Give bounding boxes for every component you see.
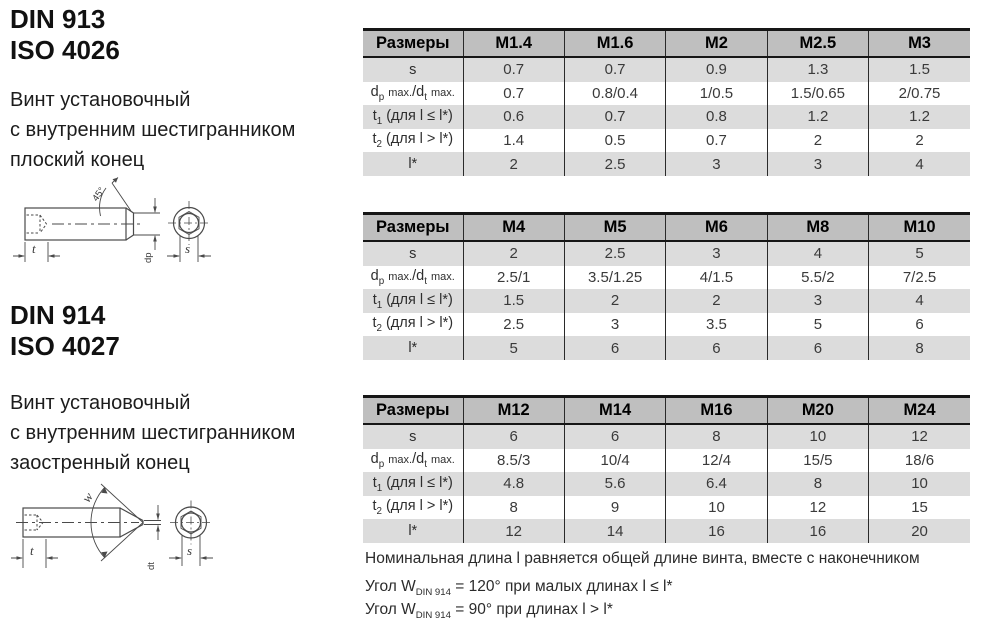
- value-cell: 12: [767, 496, 868, 520]
- dimension-arrowheads: [17, 487, 207, 560]
- value-cell: 15/5: [767, 449, 868, 473]
- value-cell: 8: [463, 496, 564, 520]
- value-cell: 6.4: [666, 472, 767, 496]
- value-cell: 3: [666, 152, 767, 176]
- value-cell: 20: [869, 519, 970, 543]
- din913-standard-heading: [10, 4, 120, 66]
- point-diameter-label: dt: [146, 562, 157, 570]
- description-line: заостренный конец: [10, 452, 190, 474]
- value-cell: 5.6: [564, 472, 665, 496]
- screw-end-view: [170, 501, 212, 545]
- iso-number: ISO 4026: [10, 35, 120, 65]
- table-row: [363, 82, 970, 106]
- standard-number: DIN 913: [10, 4, 106, 34]
- value-cell: 6: [564, 424, 665, 449]
- value-cell: 4: [767, 241, 868, 266]
- value-cell: 8: [666, 424, 767, 449]
- value-cell: 5.5/2: [767, 266, 868, 290]
- socket-depth-dimension: [13, 242, 60, 262]
- value-cell: 6: [767, 336, 868, 360]
- end-view-center-lines: [168, 201, 210, 245]
- value-cell: 1.3: [767, 57, 868, 82]
- value-cell: 2: [463, 241, 564, 266]
- row-label: s: [363, 424, 463, 449]
- size-column-header: M16: [666, 397, 767, 425]
- row-label: $d_p$ $\max./d_t$ max.: [363, 82, 463, 106]
- value-cell: 0.5: [564, 129, 665, 153]
- value-cell: 6: [666, 336, 767, 360]
- table-row: [363, 241, 970, 266]
- table-row: [363, 152, 970, 176]
- row-label: $t_1$ (для l ≤ l*): [363, 472, 463, 496]
- value-cell: 1.5/0.65: [767, 82, 868, 106]
- description-line: с внутренним шестигранником: [10, 119, 296, 141]
- dimension-table: [363, 212, 970, 360]
- value-cell: 2: [564, 289, 665, 313]
- value-cell: 6: [564, 336, 665, 360]
- description-line: плоский конец: [10, 149, 145, 171]
- value-cell: 3: [767, 289, 868, 313]
- row-label: l*: [363, 519, 463, 543]
- socket-depth-label: t: [30, 543, 34, 558]
- value-cell: 1.4: [463, 129, 564, 153]
- value-cell: 2.5: [463, 313, 564, 337]
- value-cell: 14: [564, 519, 665, 543]
- row-label: $t_1$ (для l ≤ l*): [363, 289, 463, 313]
- size-column-header: M12: [463, 397, 564, 425]
- size-table-m1_4-m3: [363, 28, 970, 176]
- end-view-center-lines: [170, 501, 212, 545]
- value-cell: 0.6: [463, 105, 564, 129]
- dimensions-header: Размеры: [363, 30, 463, 58]
- hex-socket-hidden-lines: [27, 215, 47, 233]
- size-column-header: M4: [463, 214, 564, 242]
- size-table-m12-m24: [363, 395, 970, 543]
- value-cell: 9: [564, 496, 665, 520]
- value-cell: 4/1.5: [666, 266, 767, 290]
- value-cell: 8: [869, 336, 970, 360]
- table-row: [363, 336, 970, 360]
- value-cell: 7/2.5: [869, 266, 970, 290]
- size-column-header: M1.4: [463, 30, 564, 58]
- value-cell: 3.5: [666, 313, 767, 337]
- table-row: [363, 313, 970, 337]
- standard-number: DIN 914: [10, 300, 106, 330]
- value-cell: 3: [666, 241, 767, 266]
- value-cell: 3.5/1.25: [564, 266, 665, 290]
- value-cell: 2.5/1: [463, 266, 564, 290]
- value-cell: 18/6: [869, 449, 970, 473]
- value-cell: 0.8: [666, 105, 767, 129]
- row-label: $d_p$ $\max./d_t$ max.: [363, 449, 463, 473]
- value-cell: 6: [869, 313, 970, 337]
- point-diameter-dimension: [144, 505, 161, 540]
- din914-standard-heading: [10, 300, 120, 362]
- table-row: [363, 57, 970, 82]
- row-label: $t_2$ (для l > l*): [363, 496, 463, 520]
- screw-side-view: [11, 484, 213, 568]
- table-row: [363, 424, 970, 449]
- din913-flat-point-drawing: [8, 170, 233, 270]
- value-cell: 10: [869, 472, 970, 496]
- value-cell: 1.2: [767, 105, 868, 129]
- value-cell: 4: [869, 152, 970, 176]
- size-column-header: M20: [767, 397, 868, 425]
- table-row: [363, 289, 970, 313]
- header-row: [363, 214, 970, 242]
- iso-number: ISO 4027: [10, 331, 120, 361]
- din913-description: [10, 85, 295, 175]
- size-column-header: M14: [564, 397, 665, 425]
- size-column-header: M10: [869, 214, 970, 242]
- value-cell: 5: [767, 313, 868, 337]
- description-line: Винт установочный: [10, 392, 191, 414]
- value-cell: 2.5: [564, 152, 665, 176]
- table-row: [363, 519, 970, 543]
- value-cell: 8.5/3: [463, 449, 564, 473]
- table-row: [363, 266, 970, 290]
- dimension-table: [363, 28, 970, 176]
- value-cell: 5: [869, 241, 970, 266]
- size-column-header: M2: [666, 30, 767, 58]
- value-cell: 10/4: [564, 449, 665, 473]
- value-cell: 3: [564, 313, 665, 337]
- value-cell: 2: [666, 289, 767, 313]
- table-row: [363, 496, 970, 520]
- value-cell: 12: [463, 519, 564, 543]
- value-cell: 4: [869, 289, 970, 313]
- size-column-header: M3: [869, 30, 970, 58]
- value-cell: 1.2: [869, 105, 970, 129]
- point-diameter-label: dp: [143, 252, 154, 263]
- dimension-table: [363, 395, 970, 543]
- value-cell: 10: [666, 496, 767, 520]
- size-column-header: M5: [564, 214, 665, 242]
- value-cell: 2: [767, 129, 868, 153]
- dimensions-header: Размеры: [363, 397, 463, 425]
- row-label: $t_2$ (для l > l*): [363, 313, 463, 337]
- dimensions-header: Размеры: [363, 214, 463, 242]
- value-cell: 12: [869, 424, 970, 449]
- row-label: $t_1$ (для l ≤ l*): [363, 105, 463, 129]
- header-row: [363, 30, 970, 58]
- size-column-header: M1.6: [564, 30, 665, 58]
- width-across-flats-label: s: [187, 543, 193, 558]
- value-cell: 2.5: [564, 241, 665, 266]
- value-cell: 16: [767, 519, 868, 543]
- note-nominal-length: Номинальная длина l равняется общей длине винта, вместе с наконечником: [365, 550, 920, 567]
- table-row: [363, 472, 970, 496]
- table-row: [363, 129, 970, 153]
- row-label: $d_p$ $\max./d_t$ max.: [363, 266, 463, 290]
- row-label: s: [363, 241, 463, 266]
- width-across-flats-label: s: [185, 241, 191, 256]
- description-line: с внутренним шестигранником: [10, 422, 296, 444]
- chamfer-angle-label: 45°: [90, 185, 108, 204]
- description-line: Винт установочный: [10, 89, 191, 111]
- value-cell: 2/0.75: [869, 82, 970, 106]
- value-cell: 0.7: [666, 129, 767, 153]
- size-column-header: M2.5: [767, 30, 868, 58]
- value-cell: 0.9: [666, 57, 767, 82]
- note-angle-90: Угол $W_{DIN 914} = 90^\circ$ при длинах l > l*: [365, 601, 613, 622]
- row-label: l*: [363, 152, 463, 176]
- value-cell: 1/0.5: [666, 82, 767, 106]
- size-table-m4-m10: [363, 212, 970, 360]
- table-row: [363, 449, 970, 473]
- value-cell: 0.8/0.4: [564, 82, 665, 106]
- screw-side-view: [13, 178, 211, 263]
- size-column-header: M6: [666, 214, 767, 242]
- row-label: $t_2$ (для l > l*): [363, 129, 463, 153]
- value-cell: 16: [666, 519, 767, 543]
- row-label: s: [363, 57, 463, 82]
- value-cell: 0.7: [463, 57, 564, 82]
- size-column-header: M24: [869, 397, 970, 425]
- value-cell: 0.7: [564, 57, 665, 82]
- header-row: [363, 397, 970, 425]
- din914-cone-point-drawing: [8, 478, 233, 578]
- dimension-arrowheads: [19, 178, 205, 258]
- table-row: [363, 105, 970, 129]
- socket-depth-dimension: [11, 539, 58, 568]
- value-cell: 2: [463, 152, 564, 176]
- value-cell: 1.5: [869, 57, 970, 82]
- value-cell: 15: [869, 496, 970, 520]
- socket-depth-label: t: [32, 241, 36, 256]
- value-cell: 12/4: [666, 449, 767, 473]
- value-cell: 1.5: [463, 289, 564, 313]
- value-cell: 3: [767, 152, 868, 176]
- cone-angle-label: w: [78, 489, 96, 506]
- value-cell: 4.8: [463, 472, 564, 496]
- screw-end-view: [168, 201, 210, 245]
- value-cell: 8: [767, 472, 868, 496]
- row-label: l*: [363, 336, 463, 360]
- size-column-header: M8: [767, 214, 868, 242]
- note-angle-120: Угол $W_{DIN 914} = 120^\circ$ при малых длинах l ≤ l*: [365, 578, 673, 599]
- value-cell: 10: [767, 424, 868, 449]
- value-cell: 0.7: [564, 105, 665, 129]
- value-cell: 6: [463, 424, 564, 449]
- value-cell: 0.7: [463, 82, 564, 106]
- value-cell: 5: [463, 336, 564, 360]
- din914-description: [10, 388, 295, 478]
- value-cell: 2: [869, 129, 970, 153]
